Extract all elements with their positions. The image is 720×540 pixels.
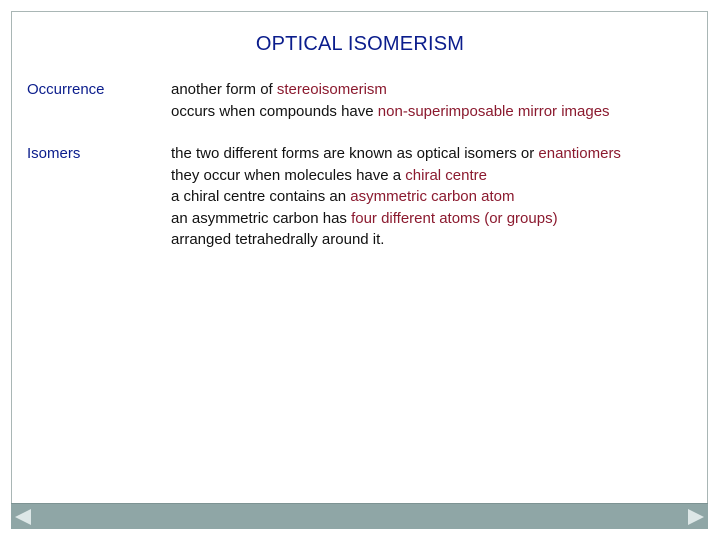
body-line: they occur when molecules have a chiral centre [171, 166, 487, 184]
section-body-isomers [171, 143, 621, 251]
navigation-bar [11, 503, 708, 529]
body-line: occurs when compounds have non-superimposable mirror images [171, 102, 610, 120]
section-body-occurrence [171, 79, 610, 122]
body-line: the two different forms are known as optical isomers or enantiomers [171, 145, 621, 162]
section-label-isomers: Isomers [27, 145, 81, 162]
body-line: arranged tetrahedrally around it. [171, 231, 385, 248]
body-line: another form of stereoisomerism [171, 81, 387, 98]
body-line: an asymmetric carbon has four different atoms (or groups) [171, 209, 558, 227]
body-line: a chiral centre contains an asymmetric carbon atom [171, 188, 515, 205]
triangle-right-icon [686, 508, 706, 526]
slide-title: OPTICAL ISOMERISM [255, 33, 465, 55]
section-label-occurrence: Occurrence [27, 81, 105, 98]
previous-slide-button[interactable] [13, 508, 33, 526]
triangle-left-icon [13, 508, 33, 526]
next-slide-button[interactable] [686, 508, 706, 526]
